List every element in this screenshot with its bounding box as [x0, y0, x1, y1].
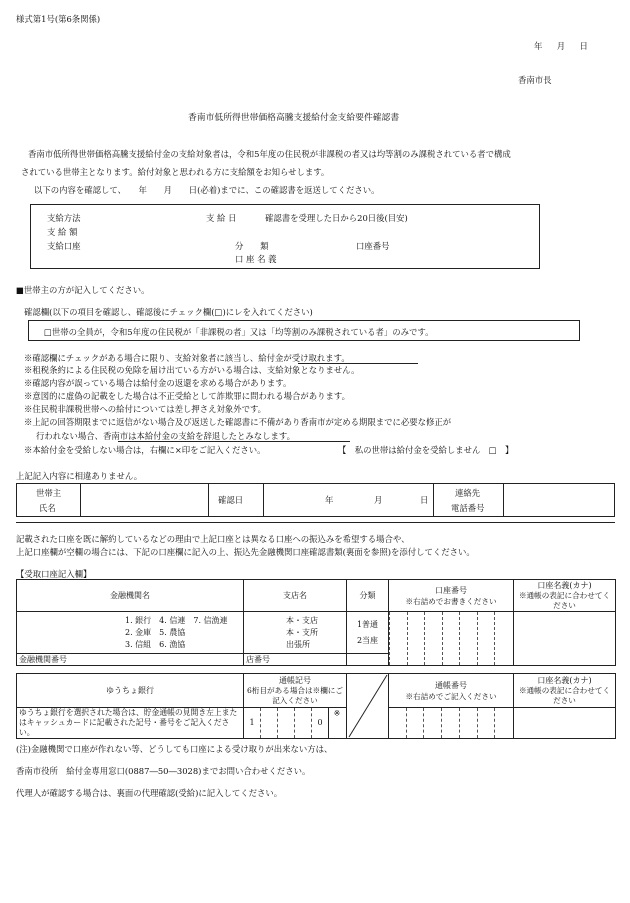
- yucho-account-table: [16, 673, 616, 739]
- bank-type-cell[interactable]: 1. 銀行 4. 信連 7. 信漁連 2. 金庫 5. 農協 3. 信組 6. 漁協: [17, 612, 244, 654]
- document-title: 香南市低所得世帯価格高騰支援給付金支給要件確認書: [188, 113, 400, 123]
- bank-code-cell[interactable]: 金融機関番号: [17, 654, 244, 666]
- householder-heading: ■世帯主の方が記入してください。: [16, 285, 150, 295]
- account-number-input[interactable]: [389, 612, 514, 666]
- note-5: ※住民税非課税世帯への給付については差し押さえ対象外です。: [24, 404, 267, 414]
- confirm-date-label: 確認日: [218, 495, 244, 505]
- confirmation-statement: 上記記入内容に相違ありません。: [16, 471, 143, 481]
- phone-label: 電話番号: [451, 503, 485, 513]
- section-divider: [16, 522, 615, 523]
- day-label: 日: [420, 495, 429, 505]
- footer-line-1: (注)金融機関で口座が作れない等、どうしても口座による受け取りが出来ない方は、: [16, 744, 333, 754]
- phone-input[interactable]: [505, 485, 613, 515]
- account-holder-label: 口 座 名 義: [235, 254, 277, 264]
- yucho-holder-input[interactable]: [514, 708, 616, 739]
- year-label: 年: [325, 495, 334, 505]
- intro-line-2: されている世帯主となります。給付対象と思われる方に支給額をお知らせします。: [21, 167, 330, 177]
- footer-line-3: 代理人が確認する場合は、裏面の代理確認(受給)に記入してください。: [16, 788, 283, 798]
- note-3: ※確認内容が誤っている場合は給付金の返還を求める場合があります。: [24, 378, 292, 388]
- payment-account-label: 支給口座: [47, 241, 81, 251]
- confirm-date-input[interactable]: [265, 485, 431, 515]
- note-7-underline: [118, 441, 350, 442]
- passbook-symbol-input[interactable]: 1 0 ※: [244, 708, 347, 739]
- bank-table-heading: 【受取口座記入欄】: [16, 569, 92, 579]
- payment-amount-label: 支 給 額: [47, 227, 78, 237]
- form-number: 様式第1号(第6条関係): [16, 14, 101, 24]
- householder-name-input[interactable]: [82, 485, 206, 515]
- diagonal-cell: [347, 674, 389, 739]
- change-note-line-2: 上記口座欄が空欄の場合には、下記の口座欄に記入の上、振込先金融機関口座確認書類(裏面を参照)を添付してください。: [16, 547, 475, 557]
- header-bank-name: 金融機関名: [17, 580, 244, 612]
- payment-method-label: 支給方法: [47, 213, 81, 223]
- payment-date-value: 確認書を受理した日から20日後(目安): [265, 213, 408, 223]
- account-number-label: 口座番号: [356, 241, 390, 251]
- account-class-label: 分 類: [235, 241, 269, 251]
- month-label: 月: [374, 495, 383, 505]
- account-holder-input[interactable]: [514, 612, 616, 666]
- bank-account-table: [16, 579, 616, 666]
- header-account-holder: 口座名義(カナ) ※通帳の表記に合わせてください: [514, 580, 616, 612]
- header-passbook-symbol: 通帳記号 6桁目がある場合は※欄にご記入ください: [244, 674, 347, 708]
- check-item-text: □世帯の全員が，令和5年度の住民税が「非課税の者」又は「均等割のみ課税されている者」のみです。: [44, 327, 434, 337]
- intro-line-3: 以下の内容を確認して、 年 月 日(必着)までに、この確認書を返送してください。: [34, 185, 380, 195]
- intro-line-1: 香南市低所得世帯価格高騰支援給付金の支給対象者は，令和5年度の住民税が非課税の者又は均等割のみ課税されている者で構成: [28, 149, 511, 159]
- header-account-number: 口座番号 ※右詰めでお書きください: [389, 580, 514, 612]
- diagonal-slash-icon: [347, 674, 389, 738]
- header-yucho-bank: ゆうちょ銀行: [17, 674, 244, 708]
- check-instructions: 確認欄(以下の項目を確認し、確認後にチェック欄(□)にレを入れてください): [24, 307, 313, 317]
- branch-type-cell[interactable]: 本・支店 本・支所 出張所: [244, 612, 347, 654]
- date-field: 年 月 日: [534, 41, 591, 51]
- note-6: ※上記の回答期限までに返信がない場合及び返送した確認書に不備があり香南市が定める期限までに必要な修正が: [24, 417, 452, 427]
- addressee: 香南市長: [518, 75, 552, 85]
- change-note-line-1: 記載された口座を既に解約しているなどの理由で上記口座とは異なる口座への振込みを希望する場合や、: [16, 534, 410, 544]
- note-8: ※本給付金を受給しない場合は，右欄に×印をご記入ください。: [24, 445, 266, 455]
- payment-date-label: 支 給 日: [206, 213, 237, 223]
- class-cell[interactable]: 1普通 2当座: [347, 612, 389, 654]
- footer-line-2: 香南市役所 給付金専用窓口(0887―50―3028)までお問い合わせください。: [16, 766, 311, 776]
- note-1: ※確認欄にチェックがある場合に限り、支給対象者に該当し、給付金が受け取れます。: [24, 353, 350, 363]
- householder-name-label: 世帯主: [36, 488, 62, 498]
- contact-label: 連絡先: [455, 488, 481, 498]
- branch-code-cell[interactable]: 店番号: [244, 654, 347, 666]
- decline-checkbox-text[interactable]: 【 私の世帯は給付金を受給しません □ 】: [338, 445, 514, 455]
- householder-name-label-2: 氏名: [39, 503, 56, 513]
- note-2: ※租税条約による住民税の免除を届け出ている方がいる場合は、支給対象となりません。: [24, 365, 360, 375]
- header-class: 分類: [347, 580, 389, 612]
- note-7: 行われない場合、香南市は本給付金の支給を辞退したとみなします。: [36, 431, 295, 441]
- header-passbook-number: 通帳番号 ※右詰めでご記入ください: [389, 674, 514, 708]
- yucho-note: ゆうちょ銀行を選択された場合は、貯金通帳の見開き左上またはキャッシュカードに記載された記号・番号をご記入ください。: [17, 708, 244, 739]
- header-branch-name: 支店名: [244, 580, 347, 612]
- passbook-number-input[interactable]: [389, 708, 514, 739]
- note-4: ※意図的に虚偽の記載をした場合は不正受給として詐欺罪に問われる場合があります。: [24, 391, 350, 401]
- header-yucho-holder: 口座名義(カナ) ※通帳の表記に合わせてください: [514, 674, 616, 708]
